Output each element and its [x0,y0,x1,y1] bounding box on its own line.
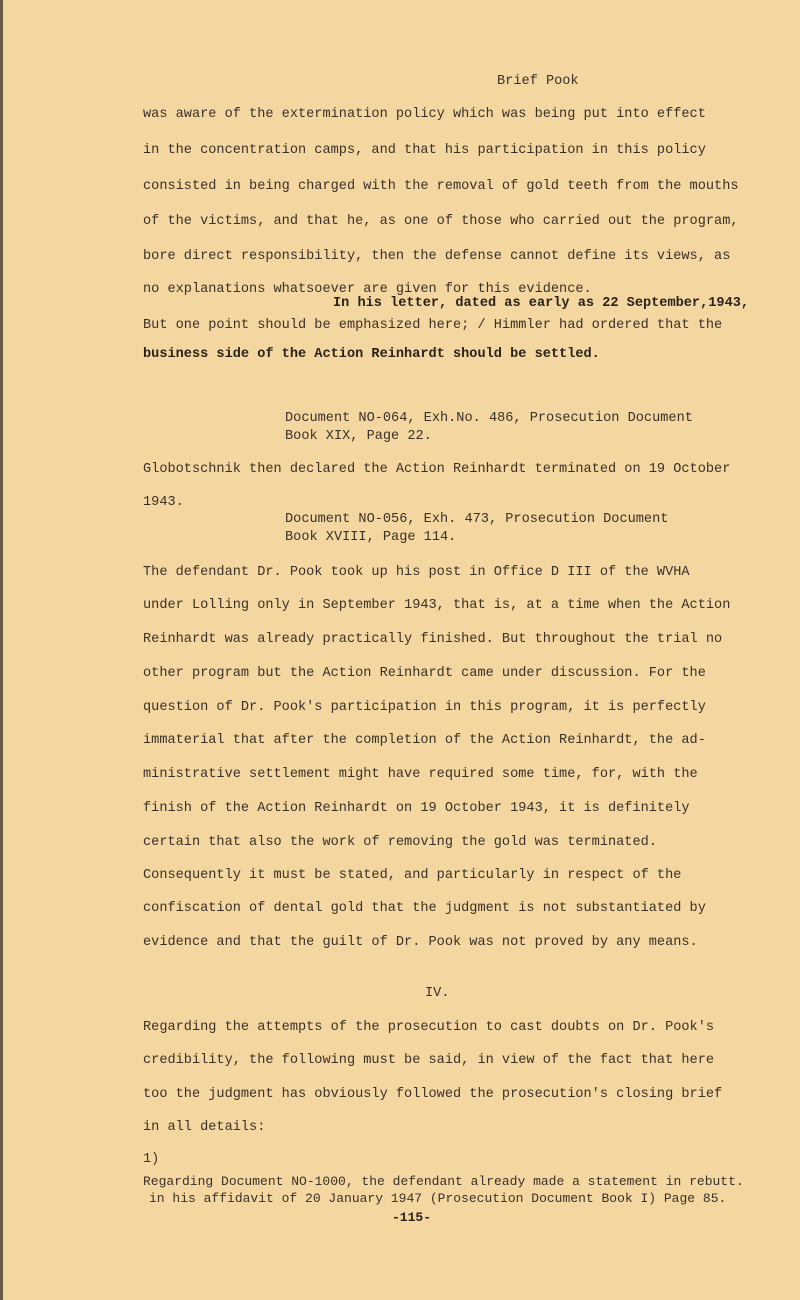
text-line: ministrative settlement might have required some time, for, with the [143,767,698,782]
text-line: certain that also the work of removing the gold was terminated. [143,835,657,850]
text-line: of the victims, and that he, as one of those who carried out the program, [143,214,739,229]
text-line: The defendant Dr. Pook took up his post in Office D III of the WVHA [143,565,690,580]
text-line: Globotschnik then declared the Action Reinhardt terminated on 19 October [143,462,731,477]
text-line: immaterial that after the completion of the Action Reinhardt, the ad- [143,733,706,748]
page-edge [0,0,3,1300]
text-line: Consequently it must be stated, and particularly in respect of the [143,868,682,883]
text-line: under Lolling only in September 1943, that is, at a time when the Action [143,598,731,613]
text-line: But one point should be emphasized here; / Himmler had ordered that the [143,318,723,333]
text-line: Reinhardt was already practically finished. But throughout the trial no [143,632,723,647]
text-line: in the concentration camps, and that his participation in this policy [143,143,706,158]
reference-line: Book XIX, Page 22. [285,429,432,444]
footnote-marker: 1) [143,1152,160,1167]
text-line: in all details: [143,1120,266,1135]
text-line: evidence and that the guilt of Dr. Pook was not proved by any means. [143,935,698,950]
text-line: was aware of the extermination policy which was being put into effect [143,107,706,122]
text-line: other program but the Action Reinhardt came under discussion. For the [143,666,706,681]
text-line: confiscation of dental gold that the judgment is not substantiated by [143,901,706,916]
footnote-line: in his affidavit of 20 January 1947 (Prosecution Document Book I) Page 85. [149,1191,727,1206]
footnote-line: Regarding Document NO-1000, the defendant already made a statement in rebutt. [143,1174,744,1189]
text-line: question of Dr. Pook's participation in this program, it is perfectly [143,700,706,715]
text-line: business side of the Action Reinhardt should be settled. [143,347,600,362]
text-line: Regarding the attempts of the prosecution to cast doubts on Dr. Pook's [143,1020,715,1035]
reference-line: Book XVIII, Page 114. [285,530,457,545]
text-line: 1943. [143,495,184,510]
section-heading: IV. [425,986,450,1001]
text-line: finish of the Action Reinhardt on 19 October 1943, it is definitely [143,801,690,816]
text-line: too the judgment has obviously followed the prosecution's closing brief [143,1087,723,1102]
reference-line: Document NO-064, Exh.No. 486, Prosecution Document [285,411,693,426]
inserted-line: In his letter, dated as early as 22 September,1943, [333,296,750,311]
text-line: credibility, the following must be said, in view of the fact that here [143,1053,715,1068]
header-title: Brief Pook [497,74,579,89]
text-line: no explanations whatsoever are given for this evidence. [143,282,592,297]
reference-line: Document NO-056, Exh. 473, Prosecution Document [285,512,669,527]
page-number: -115- [392,1210,432,1225]
text-line: bore direct responsibility, then the defense cannot define its views, as [143,249,731,264]
text-line: consisted in being charged with the removal of gold teeth from the mouths [143,179,739,194]
